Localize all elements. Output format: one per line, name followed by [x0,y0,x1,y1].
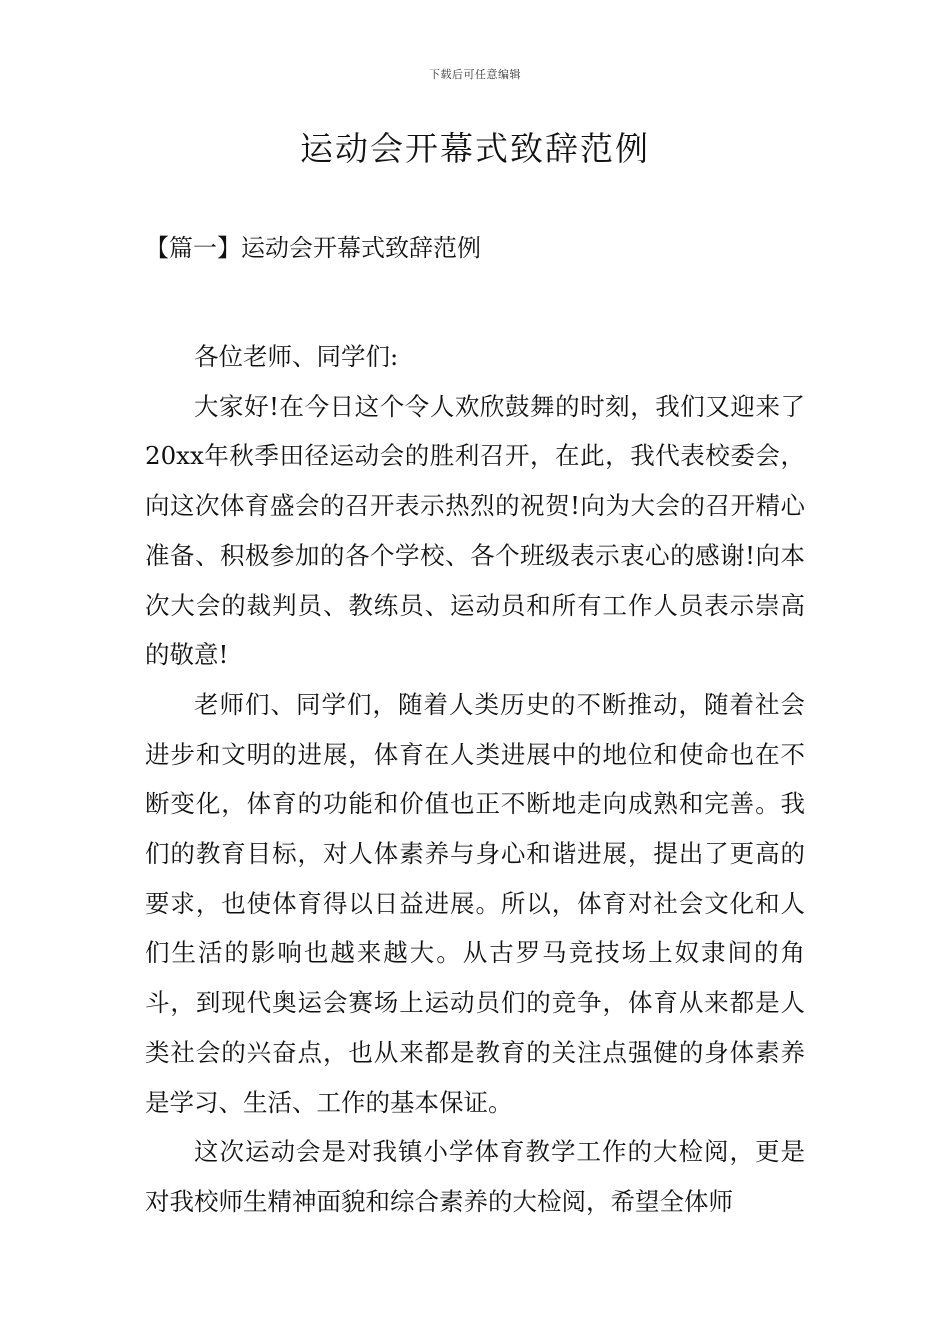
document-title: 运动会开幕式致辞范例 [300,129,650,168]
paragraph: 老师们、同学们，随着人类历史的不断推动，随着社会进步和文明的进展，体育在人类进展中的地位和使命也在不断变化，体育的功能和价值也正不断地走向成熟和完善。我们的教育目标，对人体素养与身心和谐进展，提出了更高的要求，也使体育得以日益进展。所以，体育对社会文化和人们生活的影响也越来越大。从古罗马竞技场上奴隶间的角斗，到现代奥运会赛场上运动员们的竞争，体育从来都是人类社会的兴奋点，也从来都是教育的关注点强健的身体素养是学习、生活、工作的基本保证。 [145,689,805,1117]
section-heading: 【篇一】运动会开幕式致辞范例 [145,234,481,262]
paragraph: 大家好!在今日这个令人欢欣鼓舞的时刻，我们又迎来了20xx年秋季田径运动会的胜利召开，在此，我代表校委会，向这次体育盛会的召开表示热烈的祝贺!向为大会的召开精心准备、积极参加的各个学校、各个班级表示衷心的感谢!向本次大会的裁判员、教练员、运动员和所有工作人员表示崇高的敬意! [145,391,805,670]
header-note: 下载后可任意编辑 [429,68,521,81]
paragraph-greeting: 各位老师、同学们: [194,342,399,371]
paragraph: 这次运动会是对我镇小学体育教学工作的大检阅，更是对我校师生精神面貌和综合素养的大检阅，希望全体师 [145,1137,805,1216]
document-body [145,332,805,1227]
